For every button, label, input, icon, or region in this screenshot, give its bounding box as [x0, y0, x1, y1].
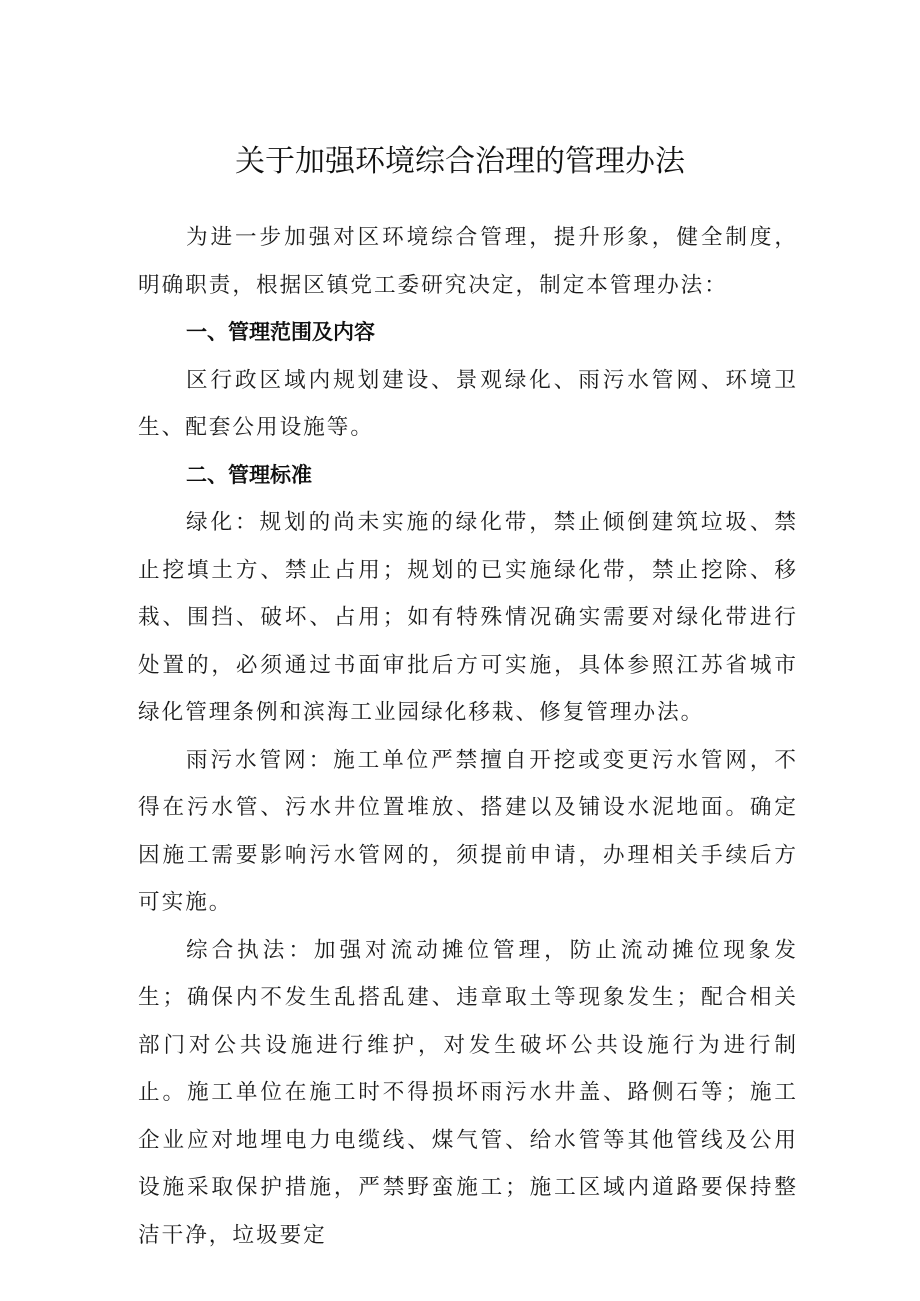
section-heading-scope: 一、管理范围及内容 — [186, 320, 375, 344]
enforcement-paragraph: 综合执法：加强对流动摊位管理，防止流动摊位现象发生；确保内不发生乱搭乱建、违章取土等现象发生；配合相关部门对公共设施进行维护，对发生破坏公共设施行为进行制止。施工单位在施工时不得损坏雨污水井盖、路侧石等；施工企业应对地埋电力电缆线、煤气管、给水管等其他管线及公用设施采取保护措施，严禁野蛮施工；施工区域内道路要保持整洁干净，垃圾要定 — [138, 937, 798, 1248]
intro-paragraph: 为进一步加强对区环境综合管理，提升形象，健全制度，明确职责，根据区镇党工委研究决定，制定本管理办法： — [138, 225, 798, 298]
sewer-paragraph: 雨污水管网：施工单位严禁擅自开挖或变更污水管网，不得在污水管、污水井位置堆放、搭建以及铺设水泥地面。确定因施工需要影响污水管网的，须提前申请，办理相关手续后方可实施。 — [138, 747, 798, 915]
document-body — [138, 214, 798, 1259]
greening-paragraph: 绿化：规划的尚未实施的绿化带，禁止倾倒建筑垃圾、禁止挖填土方、禁止占用；规划的已实施绿化带，禁止挖除、移栽、围挡、破坏、占用；如有特殊情况确实需要对绿化带进行处置的，必须通过书面审批后方可实施，具体参照江苏省城市绿化管理条例和滨海工业园绿化移栽、修复管理办法。 — [138, 510, 798, 725]
document-title: 关于加强环境综合治理的管理办法 — [235, 144, 685, 179]
scope-paragraph: 区行政区域内规划建设、景观绿化、雨污水管网、环境卫生、配套公用设施等。 — [138, 367, 798, 440]
section-heading-standards: 二、管理标准 — [186, 462, 312, 487]
